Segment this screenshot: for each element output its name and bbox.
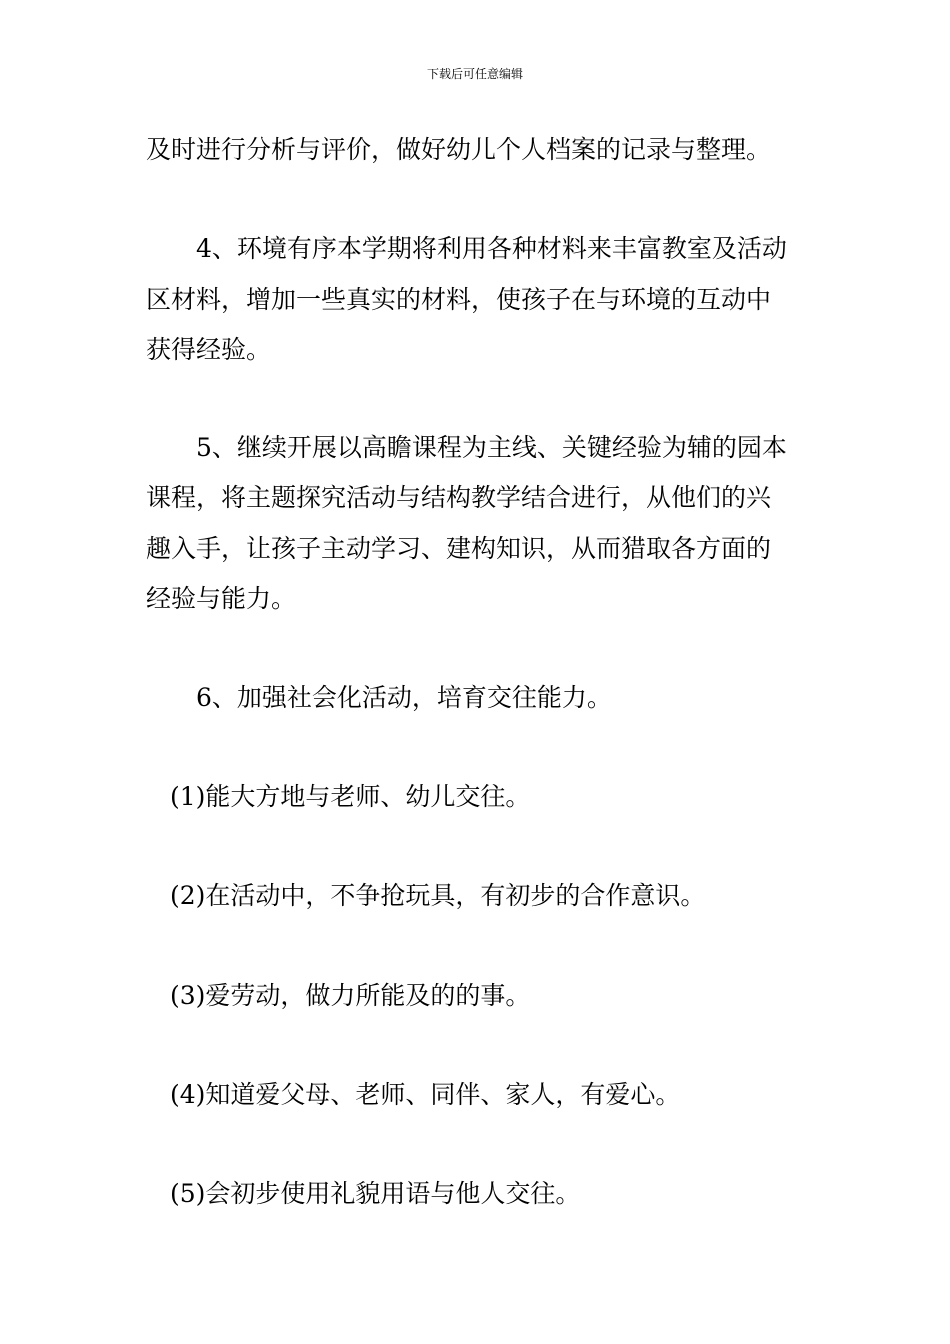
list-item: (4)知道爱父母、老师、同伴、家人，有爱心。 [170,1080,681,1109]
paragraph-line: 6、加强社会化活动，培育交往能力。 [196,683,612,712]
page-header: 下载后可任意编辑 [426,67,523,81]
paragraph-line: 及时进行分析与评价，做好幼儿个人档案的记录与整理。 [146,135,772,164]
list-item: (1)能大方地与老师、幼儿交往。 [170,782,531,811]
paragraph-line: 区材料，增加一些真实的材料，使孩子在与环境的互动中 [146,285,772,314]
paragraph-line: 获得经验。 [146,335,272,364]
list-item: (5)会初步使用礼貌用语与他人交往。 [170,1179,581,1208]
paragraph-line: 4、环境有序本学期将利用各种材料来丰富教室及活动 [196,234,787,263]
paragraph-line: 课程，将主题探究活动与结构教学结合进行，从他们的兴 [146,483,772,512]
list-item: (3)爱劳动，做力所能及的的事。 [170,981,531,1010]
paragraph-line: 趣入手，让孩子主动学习、建构知识，从而猎取各方面的 [146,534,772,563]
paragraph-line: 5、继续开展以高瞻课程为主线、关键经验为辅的园本 [196,433,787,462]
paragraph-line: 经验与能力。 [146,584,297,613]
list-item: (2)在活动中，不争抢玩具，有初步的合作意识。 [170,881,706,910]
